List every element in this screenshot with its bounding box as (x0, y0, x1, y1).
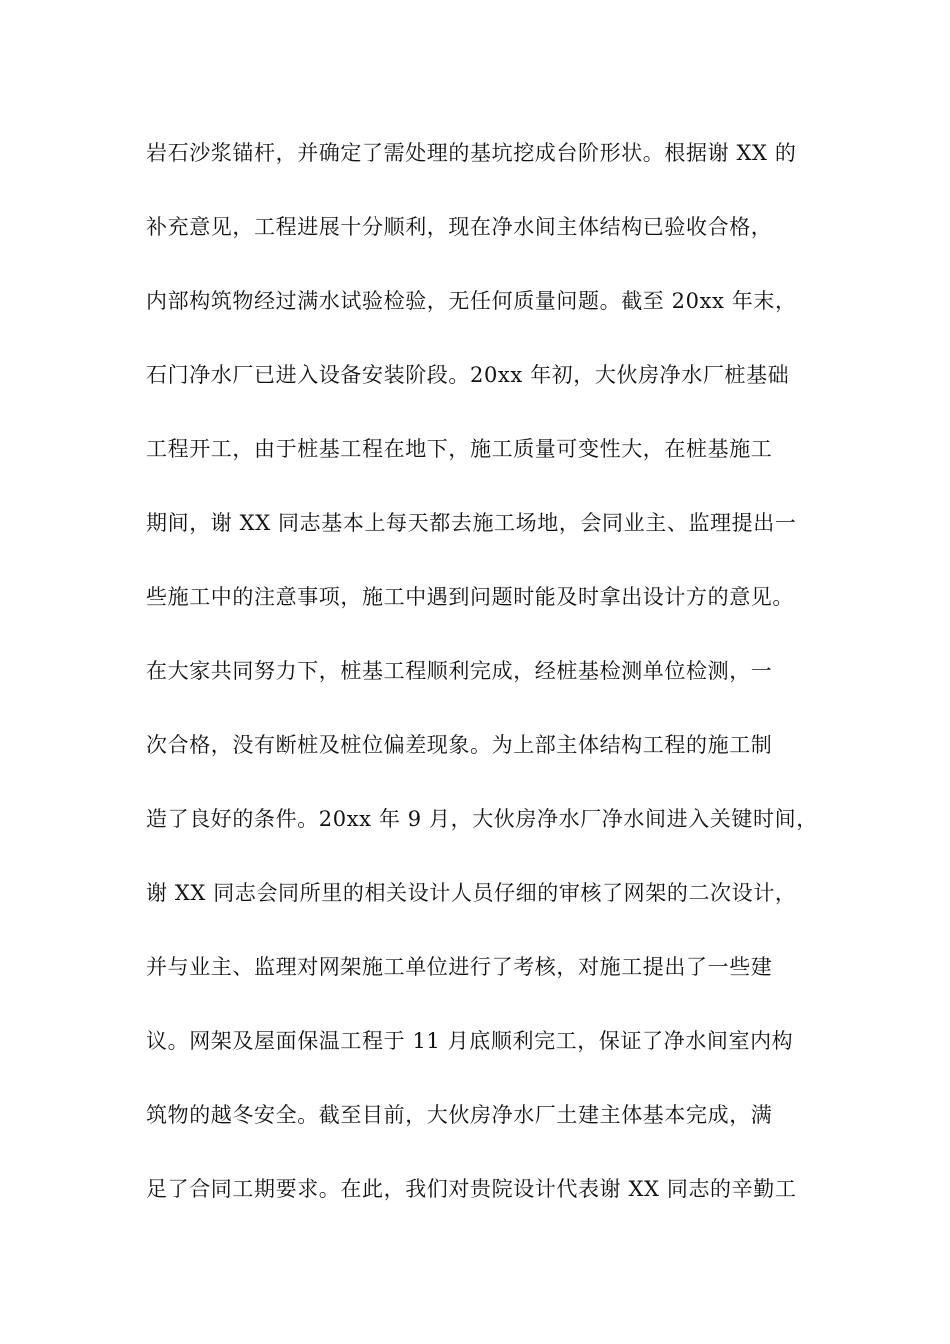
text-line: 些施工中的注意事项，施工中遇到问题时能及时拿出设计方的意见。 (146, 585, 794, 609)
text-line: 次合格，没有断桩及桩位偏差现象。为上部主体结构工程的施工制 (146, 733, 773, 757)
text-line: 议。网架及屋面保温工程于 11 月底顺利完工，保证了净水间室内构 (146, 1029, 794, 1053)
text-line: 工程开工，由于桩基工程在地下，施工质量可变性大，在桩基施工 (146, 437, 773, 461)
body-text (146, 131, 816, 1241)
text-line: 并与业主、监理对网架施工单位进行了考核，对施工提出了一些建 (146, 955, 773, 979)
text-line: 补充意见，工程进展十分顺利，现在净水间主体结构已验收合格， (146, 215, 773, 239)
text-line: 筑物的越冬安全。截至目前，大伙房净水厂土建主体基本完成，满 (146, 1103, 773, 1127)
text-line: 谢 XX 同志会同所里的相关设计人员仔细的审核了网架的二次设计， (146, 881, 797, 905)
text-line: 内部构筑物经过满水试验检验，无任何质量问题。截至 20xx 年末， (146, 289, 797, 313)
text-line: 足了合同工期要求。在此，我们对贵院设计代表谢 XX 同志的辛勤工 (146, 1177, 797, 1201)
text-line: 期间，谢 XX 同志基本上每天都去施工场地，会同业主、监理提出一 (146, 511, 797, 535)
text-line: 在大家共同努力下，桩基工程顺利完成，经桩基检测单位检测，一 (146, 659, 773, 683)
text-line: 造了良好的条件。20xx 年 9 月，大伙房净水厂净水间进入关键时间， (146, 807, 818, 831)
text-line: 岩石沙浆锚杆，并确定了需处理的基坑挖成台阶形状。根据谢 XX 的 (146, 141, 797, 165)
text-line: 石门净水厂已进入设备安装阶段。20xx 年初，大伙房净水厂桩基础 (146, 363, 790, 387)
